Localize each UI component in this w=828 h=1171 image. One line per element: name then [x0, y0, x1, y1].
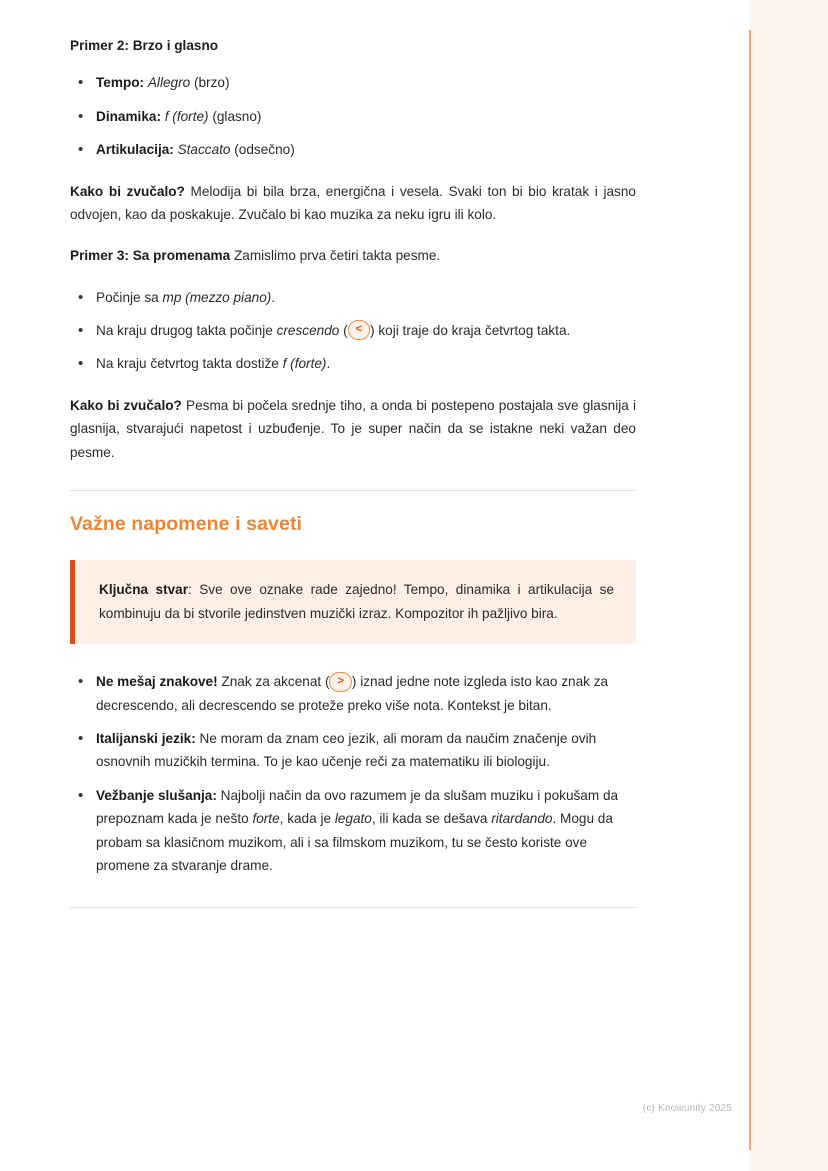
- example3-answer: [70, 394, 636, 464]
- example3-list: [70, 286, 636, 376]
- example2-item-label: Dinamika:: [96, 108, 161, 124]
- callout-text: : Sve ove oznake rade zajedno! Tempo, dinamika i artikulacija se kombinuju da bi stvorile jedinstven muzički izraz. Kompozitor ih pažljivo bira.: [99, 581, 615, 622]
- example2-list: [70, 71, 636, 161]
- footer-divider: [70, 907, 636, 908]
- tip-label: Italijanski jezik:: [96, 731, 196, 746]
- accent-symbol-badge: >: [329, 672, 351, 692]
- tip-pre: Ne moram da znam ceo jezik, ali moram da naučim značenje ovih osnovnih muzičkih termina. To je kao učenje reči za matematiku ili biologiju.: [96, 731, 597, 770]
- list-item: [94, 138, 636, 161]
- tip-pre: Znak za akcenat (: [217, 674, 330, 690]
- list-item: [94, 319, 636, 342]
- example2-item-italic: Allegro: [147, 75, 191, 91]
- crescendo-symbol-badge: <: [348, 320, 370, 340]
- tip-label: Vežbanje slušanja:: [96, 787, 217, 803]
- example3-item-post: .: [271, 289, 276, 305]
- copyright-notice: (c) Knowunity 2025: [642, 1103, 732, 1114]
- tip-post: ) iznad jedne note izgleda isto kao znak za decrescendo, ali decrescendo se proteže preko više nota. Kontekst je bitan.: [96, 674, 609, 713]
- example3-answer-label: Kako bi zvučalo?: [70, 397, 182, 413]
- example3-item-pre: Počinje sa: [96, 289, 163, 305]
- example3-item-italic: crescendo: [276, 323, 340, 338]
- example3-item-italic: f (forte): [282, 356, 327, 372]
- tip-mid2: , ili kada se dešava: [371, 811, 492, 827]
- tip-pre: Najbolji način da ovo razumem je da slušam muziku i pokušam da prepoznam kada je nešto: [96, 787, 619, 827]
- list-item: [94, 105, 636, 128]
- example2-item-italic: Staccato: [177, 142, 231, 158]
- list-item: [94, 286, 636, 309]
- section-title: Važne napomene i saveti: [70, 512, 303, 535]
- example3-item-post: .: [326, 356, 331, 372]
- tip-italic-legato: legato: [334, 811, 372, 827]
- example3-heading-row: [70, 244, 636, 267]
- callout-text-row: [99, 578, 614, 626]
- example2-answer-label: Kako bi zvučalo?: [70, 183, 185, 199]
- list-item: [94, 670, 636, 717]
- callout-label: Ključna stvar: [99, 581, 189, 597]
- example3-item-pre: Na kraju četvrtog takta dostiže: [96, 356, 283, 372]
- example2-item-rest: (glasno): [212, 108, 262, 124]
- document-content: [70, 34, 636, 908]
- example3-item-italic: mp (mezzo piano): [162, 289, 272, 305]
- list-item: [94, 727, 636, 774]
- example2-item-italic: f (forte): [164, 108, 209, 124]
- tip-italic-forte: forte: [252, 811, 280, 827]
- tip-mid1: , kada je: [279, 811, 335, 827]
- example2-item-label: Artikulacija:: [96, 142, 174, 158]
- example2-item-label: Tempo:: [96, 75, 145, 91]
- example3-item-post: (: [339, 323, 348, 338]
- example2-heading: Primer 2: Brzo i glasno: [70, 38, 219, 53]
- tip-label: Ne mešaj znakove!: [96, 674, 218, 690]
- example3-heading-rest: Zamislimo prva četiri takta pesme.: [233, 248, 441, 264]
- example2-answer-text: Melodija bi bila brza, energična i vesela. Svaki ton bi bio kratak i jasno odvojen, kao da poskakuje. Zvučalo bi kao muzika za neku igru ili kolo.: [70, 183, 636, 222]
- list-item: [94, 71, 636, 94]
- example2-item-rest: (odsečno): [234, 142, 295, 158]
- key-point-callout: [70, 560, 636, 644]
- page-side-decoration: [750, 0, 828, 1171]
- tips-list: [70, 670, 636, 877]
- page-side-rule: [749, 30, 751, 1150]
- example3-answer-text: Pesma bi počela srednje tiho, a onda bi postepeno postajala sve glasnija i glasnija, stvarajući napetost i uzbuđenje. To je super način da se istakne neki važan deo pesme.: [70, 397, 637, 460]
- example3-item-pre: Na kraju drugog takta počinje: [96, 323, 277, 338]
- tip-post: . Mogu da probam sa klasičnom muzikom, ali i sa filmskom muzikom, tu se često koriste ove promene za stvaranje drame.: [96, 811, 613, 873]
- list-item: [94, 784, 636, 878]
- list-item: [94, 352, 636, 375]
- example3-heading: Primer 3: Sa promenama: [70, 248, 231, 264]
- example2-answer: [70, 180, 636, 227]
- section-divider: [70, 490, 636, 491]
- example2-item-rest: (brzo): [193, 75, 230, 91]
- tip-italic-ritardando: ritardando: [491, 811, 553, 827]
- example3-item-post2: ) koji traje do kraja četvrtog takta.: [370, 323, 571, 338]
